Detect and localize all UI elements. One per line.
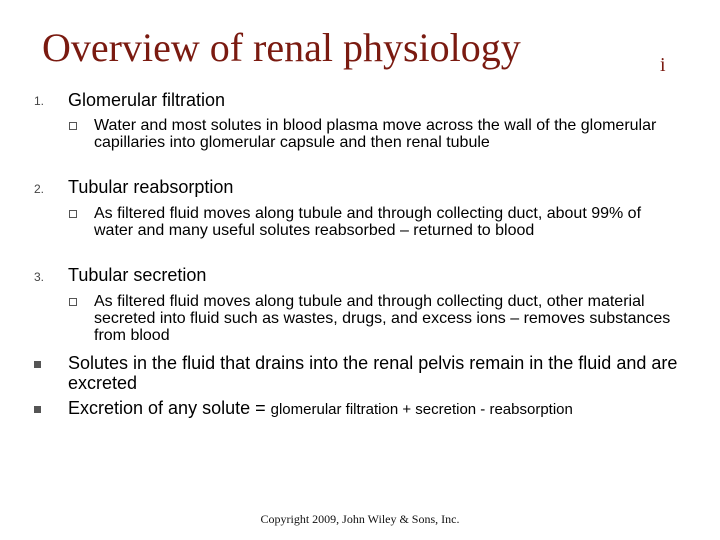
item-heading-tubular-reabsorption: Tubular reabsorption: [68, 177, 234, 197]
excretion-label: Excretion of any solute =: [68, 398, 271, 418]
sub-bullet-box-icon: [69, 210, 77, 218]
item-detail-tubular-secretion: As filtered fluid moves along tubule and through collecting duct, other material secreted into fluid such as wastes, drugs, and excess ions – removes substances from blood: [94, 293, 671, 344]
slide-title: Overview of renal physiology: [42, 25, 521, 70]
item-detail-glomerular-filtration: Water and most solutes in blood plasma move across the wall of the glomerular capillaries into glomerular capsule and then renal tubule: [94, 117, 657, 151]
item-detail-tubular-reabsorption: As filtered fluid moves along tubule and through collecting duct, about 99% of water and many useful solutes reabsorbed – returned to blood: [94, 205, 642, 239]
excretion-formula: glomerular filtration + secretion - reabsorption: [270, 401, 573, 418]
item-number-2: 2.: [34, 182, 45, 196]
item-number-3: 3.: [34, 270, 45, 284]
corner-mark: i: [660, 54, 666, 76]
sub-bullet-box-icon: [69, 122, 77, 130]
square-bullet-icon: [34, 361, 41, 368]
item-number-1: 1.: [34, 94, 45, 108]
copyright-footer: Copyright 2009, John Wiley & Sons, Inc.: [260, 512, 460, 526]
sub-bullet-box-icon: [69, 298, 77, 306]
item-heading-tubular-secretion: Tubular secretion: [68, 265, 207, 285]
bullet-excretion-formula: [68, 398, 688, 420]
bullet-solutes-excreted: Solutes in the fluid that drains into the renal pelvis remain in the fluid and are excreted: [68, 353, 678, 393]
square-bullet-icon: [34, 406, 41, 413]
item-heading-glomerular-filtration: Glomerular filtration: [68, 90, 226, 110]
